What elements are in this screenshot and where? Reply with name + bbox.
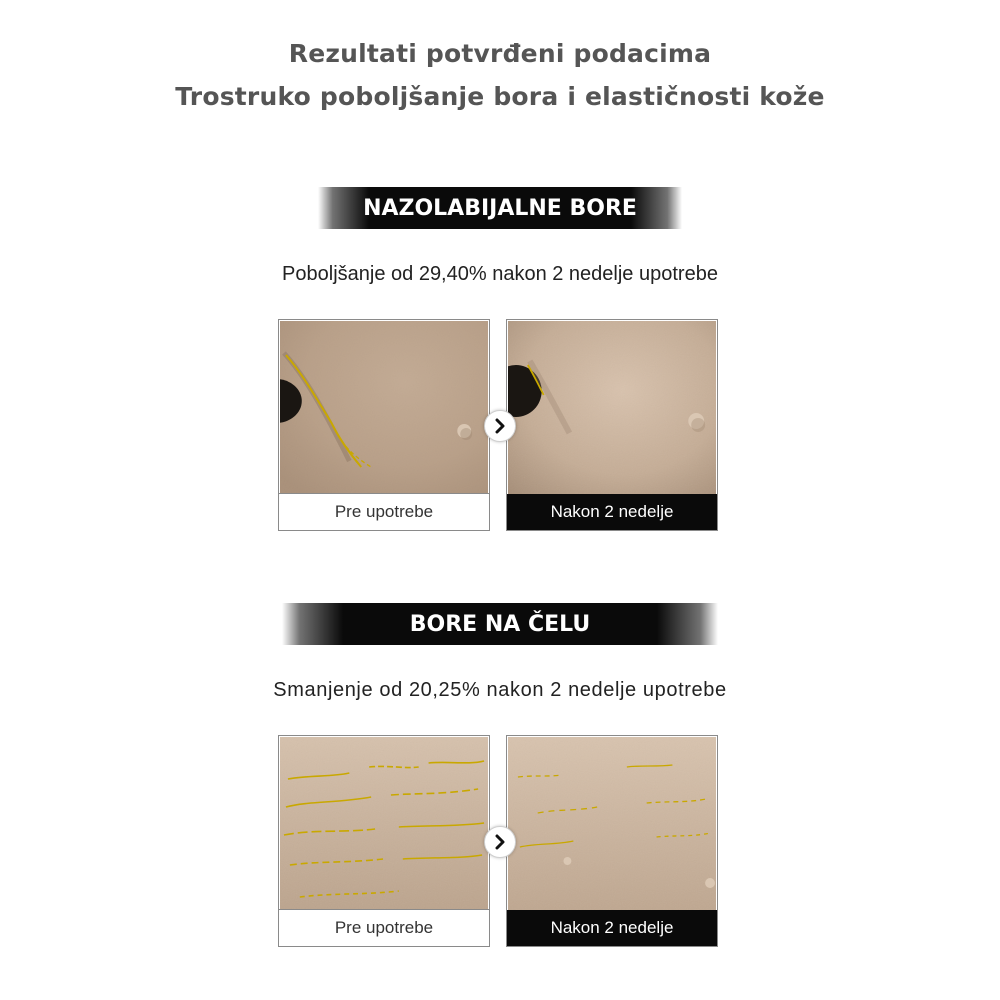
after-photo-card-forehead <box>506 735 718 947</box>
before-photo-card-forehead <box>278 735 490 947</box>
before-photo-forehead <box>280 737 488 911</box>
before-label: Pre upotrebe <box>279 493 489 530</box>
after-label: Nakon 2 nedelje <box>507 910 717 946</box>
before-label: Pre upotrebe <box>279 909 489 946</box>
section-result-nasolabial: Poboljšanje od 29,40% nakon 2 nedelje upotrebe <box>282 263 718 285</box>
page-title: Rezultati potvrđeni podacima <box>288 39 712 68</box>
page-subtitle: Trostruko poboljšanje bora i elastičnosti kože <box>175 82 825 111</box>
banner-label: BORE NA ČELU <box>409 611 591 637</box>
after-photo-card-nasolabial <box>506 319 718 531</box>
after-photo-forehead <box>508 737 716 911</box>
after-label: Nakon 2 nedelje <box>507 494 717 530</box>
chevron-right-icon <box>484 826 516 858</box>
section-banner-nasolabial <box>318 187 682 229</box>
banner-label: NAZOLABIJALNE BORE <box>363 195 637 221</box>
before-photo-card-nasolabial <box>278 319 490 531</box>
section-banner-forehead <box>282 603 718 645</box>
after-photo-nasolabial <box>508 321 716 495</box>
before-photo-nasolabial <box>280 321 488 495</box>
chevron-right-icon <box>484 410 516 442</box>
section-result-forehead: Smanjenje od 20,25% nakon 2 nedelje upotrebe <box>273 679 727 701</box>
